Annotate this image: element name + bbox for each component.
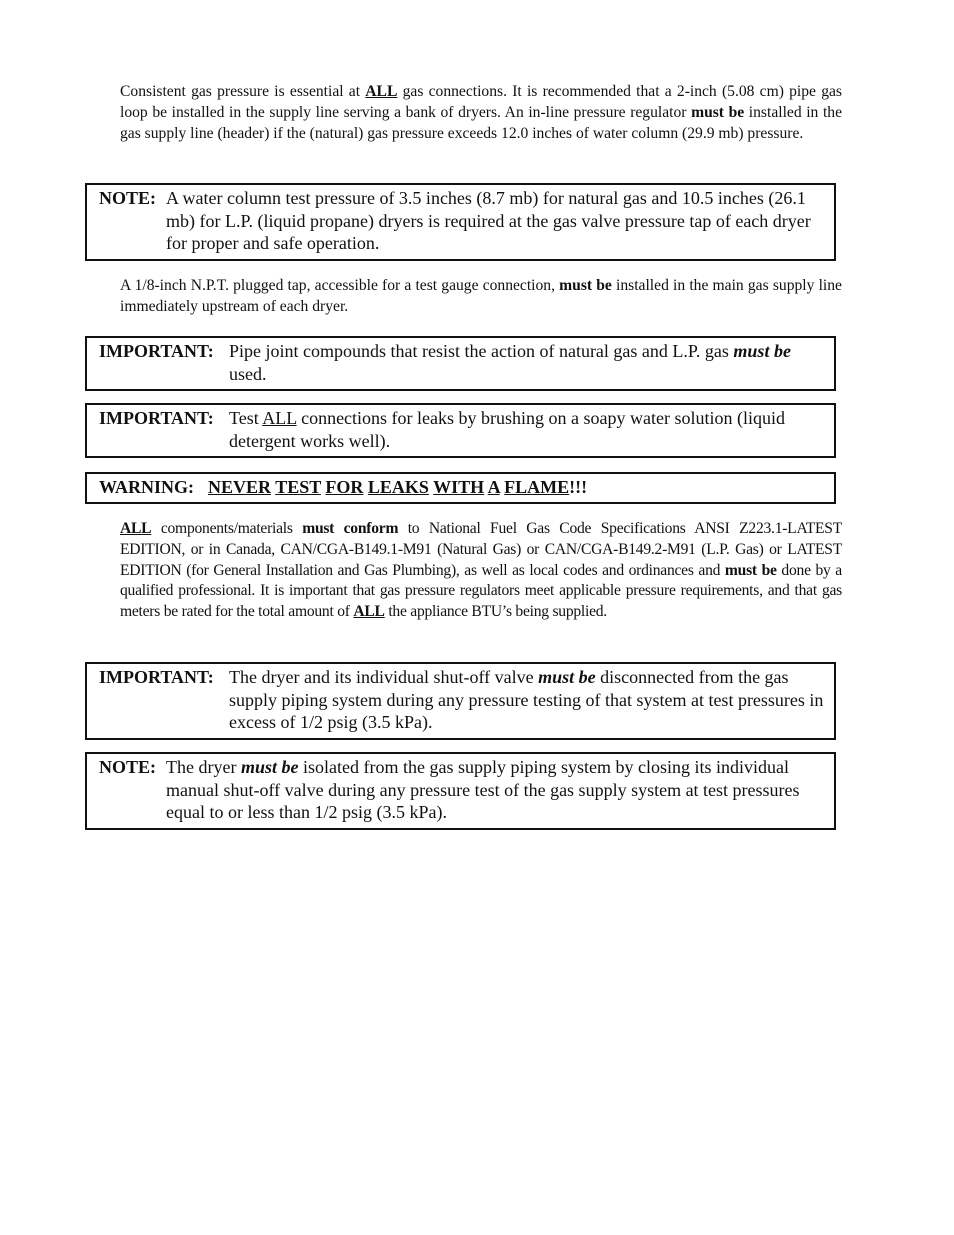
- text-fragment: isolated from the gas supply piping system by closing its individual manual shut-off valve during any pressure test of the gas supply system at test pressures equal to or less than 1/2 psig (3.5 kPa).: [166, 757, 800, 823]
- test-tap-paragraph: [120, 276, 842, 318]
- emphasis-must-conform: must conform: [302, 520, 399, 537]
- text-fragment: A 1/8-inch N.P.T. plugged tap, accessible for a test gauge connection,: [120, 277, 560, 294]
- text-fragment: gas connections. It is recommended that a 2-inch (5.08 cm) pipe gas loop be installed in the supply line serving a bank of dryers. An in-line pressure regulator: [120, 83, 842, 121]
- code-compliance-paragraph: [120, 519, 842, 623]
- text-fragment: installed in the gas supply line (header) if the (natural) gas pressure exceeds 12.0 inches of water column (29.9 mb) pressure.: [120, 103, 842, 142]
- note-label: NOTE:: [99, 188, 157, 208]
- warning-word: A: [487, 477, 500, 497]
- warning-text: [208, 476, 826, 499]
- note-box-water-column: [85, 183, 836, 261]
- text-fragment: connections for leaks by brushing on a soapy water solution (liquid detergent works well).: [229, 408, 785, 451]
- emphasis-must-be: must be: [691, 103, 745, 121]
- text-fragment: The dryer and its individual shut-off valve: [229, 667, 539, 687]
- warning-word: TEST: [275, 477, 321, 497]
- emphasis-must-be: must be: [724, 561, 777, 579]
- warning-exclamation: !!!: [569, 477, 588, 497]
- note-label: NOTE:: [99, 757, 157, 777]
- emphasis-all: ALL: [120, 520, 152, 537]
- gas-pressure-paragraph: [120, 82, 842, 144]
- text-fragment: Test: [229, 408, 263, 428]
- important-label: IMPORTANT:: [99, 408, 214, 428]
- text-fragment: The dryer: [166, 757, 241, 777]
- note-text: A water column test pressure of 3.5 inches (8.7 mb) for natural gas and 10.5 inches (26.1 mb) for L.P. (liquid propane) dryers is required at the gas valve pressure tap of each dryer for proper and safe operation.: [166, 188, 811, 254]
- text-fragment: disconnected from the gas supply piping system during any pressure testing of that system at test pressures in excess of 1/2 psig (3.5 kPa).: [229, 667, 824, 733]
- warning-word: FLAME: [504, 477, 570, 497]
- warning-box-flame: [85, 472, 836, 504]
- emphasis-must-be: must be: [240, 757, 299, 777]
- important-box-pipe-compounds: [85, 336, 836, 391]
- emphasis-must-be: must be: [733, 341, 791, 361]
- note-box-isolate: [85, 752, 836, 830]
- important-text: [229, 666, 826, 734]
- emphasis-all: ALL: [365, 83, 398, 100]
- text-fragment: components/materials: [151, 520, 303, 537]
- warning-word: LEAKS: [367, 477, 429, 497]
- warning-label: WARNING:: [99, 477, 195, 497]
- emphasis-all: ALL: [353, 603, 385, 621]
- text-fragment: installed in the main gas supply line immediately upstream of each dryer.: [120, 277, 842, 315]
- text-fragment: Consistent gas pressure is essential at: [120, 83, 366, 100]
- text-fragment: to National Fuel Gas Code Specifications ANSI Z223.1-LATEST EDITION, or in Canada, CAN/CGA-B149.1-M91 (Natural Gas) or CAN/CGA-B149.2-M91 (L.P. Gas) or LATEST EDITION (for General Installation and Gas Plumbing), as well as local codes and ordinances and: [120, 520, 842, 579]
- important-label: IMPORTANT:: [99, 667, 214, 687]
- emphasis-must-be: must be: [538, 667, 596, 687]
- note-text: [166, 756, 826, 824]
- emphasis-all: ALL: [262, 408, 297, 428]
- warning-word: NEVER: [208, 477, 272, 497]
- text-fragment: done by a qualified professional. It is important that gas pressure regulators meet applicable pressure requirements, and that gas meters be rated for the total amount of: [120, 561, 842, 621]
- important-box-disconnect: [85, 662, 836, 740]
- important-box-leak-test: [85, 403, 836, 458]
- important-label: IMPORTANT:: [99, 341, 214, 361]
- text-fragment: the appliance BTU’s being supplied.: [384, 603, 607, 621]
- text-fragment: used.: [229, 363, 267, 384]
- important-text: [229, 340, 826, 385]
- important-text: [229, 407, 826, 452]
- emphasis-must-be: must be: [559, 277, 612, 294]
- warning-word: WITH: [433, 477, 485, 497]
- warning-word: FOR: [325, 477, 364, 497]
- text-fragment: Pipe joint compounds that resist the action of natural gas and L.P. gas: [229, 341, 734, 361]
